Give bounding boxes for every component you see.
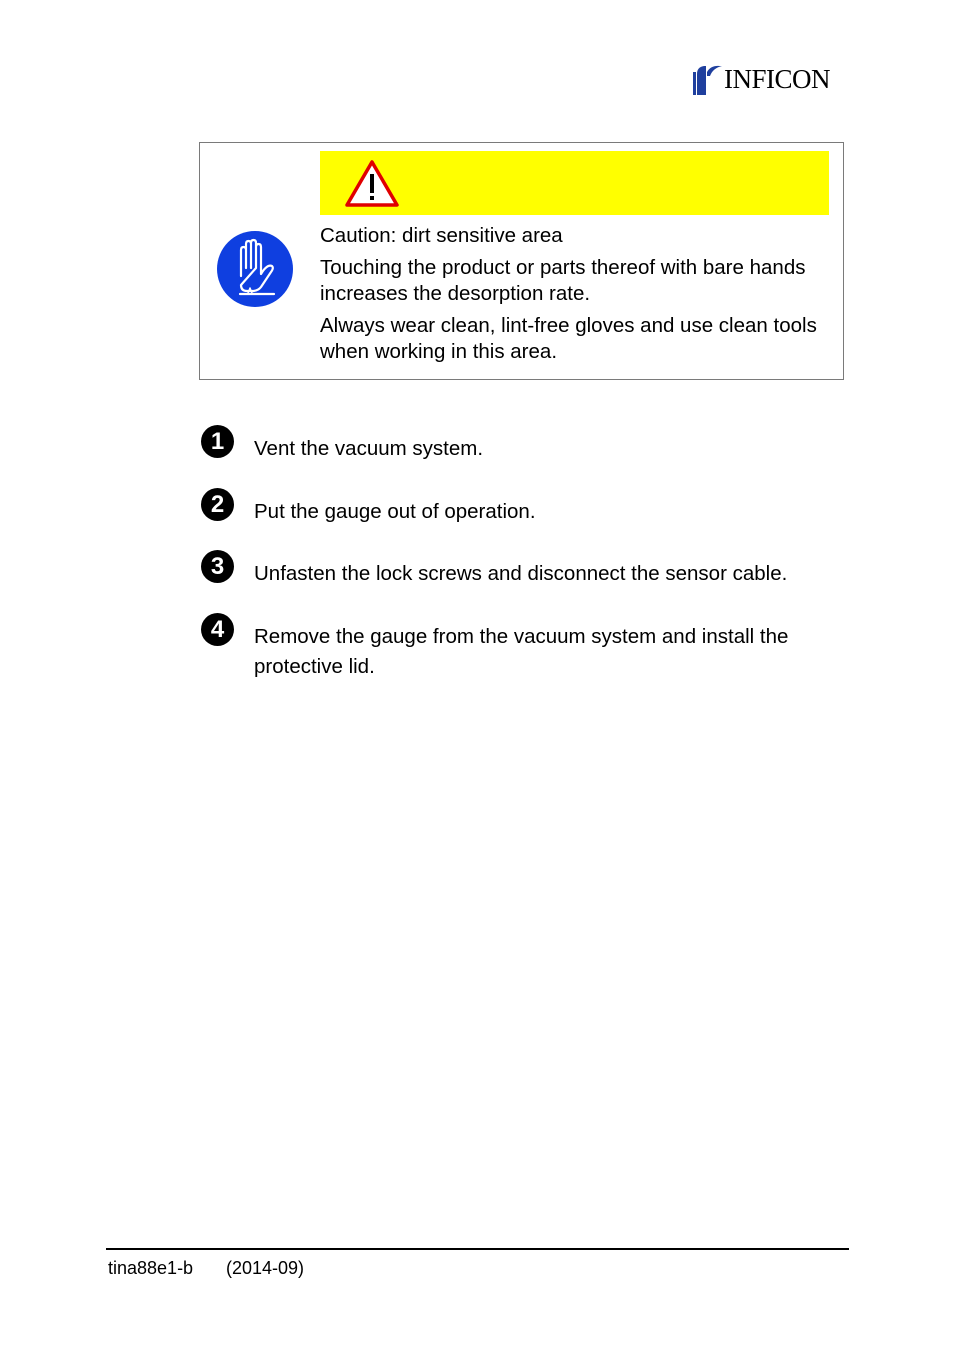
wear-gloves-icon [216, 230, 294, 308]
inficon-logo-icon [693, 62, 723, 96]
step-number-4: 4 [201, 613, 234, 646]
step-text-2: Put the gauge out of operation. [254, 500, 536, 523]
caution-banner [320, 151, 829, 215]
step-number-1: 1 [201, 425, 234, 458]
logo-wordmark: INFICON [724, 64, 831, 94]
warning-triangle-icon [344, 159, 400, 209]
step-text-3: Unfasten the lock screws and disconnect the sensor cable. [254, 562, 788, 585]
caution-paragraph-2: Always wear clean, lint-free gloves and use clean tools when working in this area. [320, 314, 817, 363]
caution-notice [199, 142, 844, 380]
footer-divider [106, 1248, 849, 1250]
caution-paragraph-1: Touching the product or parts thereof with bare hands increases the desorption rate. [320, 256, 806, 305]
step-text-1: Vent the vacuum system. [254, 437, 484, 460]
footer-document-id: tina88e1-b [108, 1258, 194, 1278]
step-number-2: 2 [201, 488, 234, 521]
footer-date: (2014-09) [226, 1258, 305, 1278]
step-text-4: Remove the gauge from the vacuum system and install the protective lid. [254, 625, 789, 678]
caution-text [320, 223, 830, 371]
caution-title: Caution: dirt sensitive area [320, 224, 563, 247]
step-number-3: 3 [201, 550, 234, 583]
inficon-logo [693, 62, 845, 96]
